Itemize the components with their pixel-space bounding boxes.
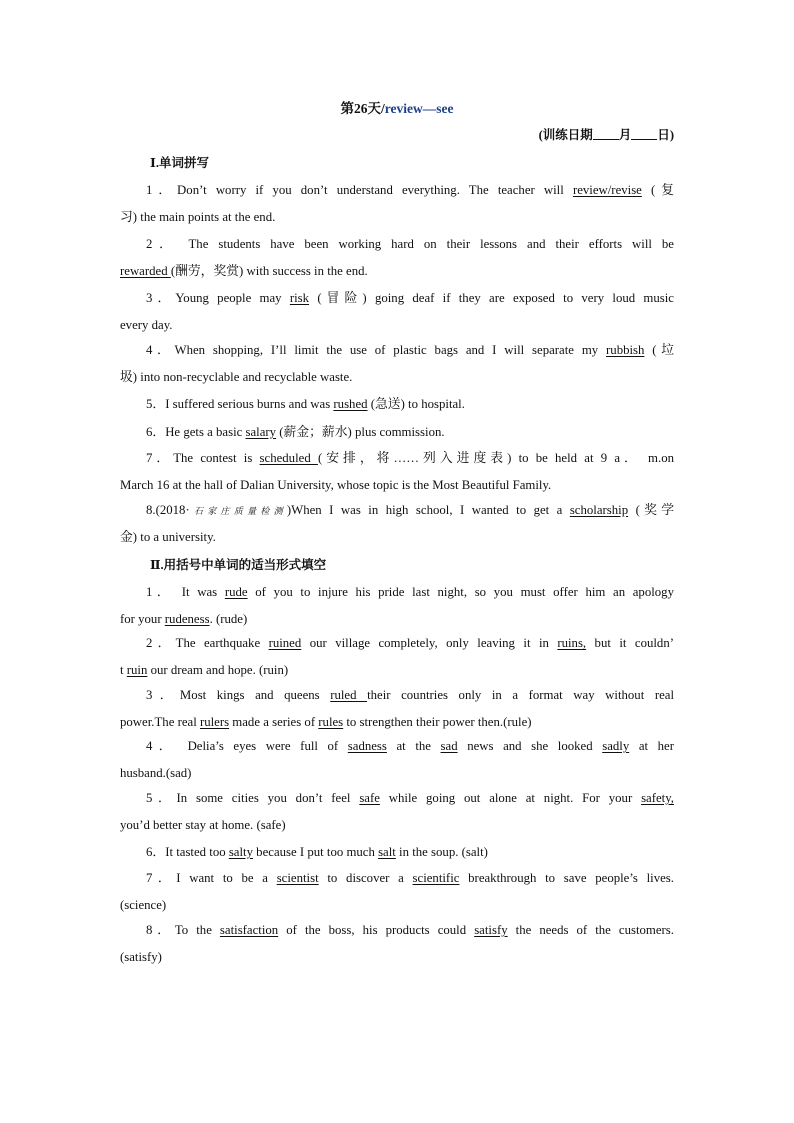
word-form-section-item-7 (120, 865, 674, 918)
page-title (0, 97, 794, 117)
spelling-section-item-7 (120, 445, 674, 498)
text-segment: (奖学 (628, 503, 674, 517)
text-segment: (薪金；薪水) plus commission. (276, 425, 445, 439)
item-line (120, 760, 674, 787)
text-segment: t (120, 662, 127, 677)
item-line (120, 337, 674, 364)
text-segment: to discover a (318, 871, 413, 885)
item-line (120, 785, 674, 812)
answer-word: salary (245, 425, 277, 439)
answer-word: sadness (347, 739, 387, 753)
answer-word: ruined (268, 636, 302, 650)
text-segment: breakthrough to save people’s lives. (459, 871, 674, 885)
answer-word: rulers (199, 714, 230, 729)
answer-word: rules (318, 714, 344, 729)
word-form-section-item-2 (120, 630, 674, 683)
text-segment: 8．To the (146, 923, 220, 937)
item-line (120, 231, 674, 258)
spelling-section-item-8 (120, 497, 674, 550)
item-line (120, 419, 674, 446)
text-segment: power.The real (120, 714, 200, 729)
text-segment: 3．Young people may (146, 291, 290, 305)
text-segment: at her (629, 739, 674, 753)
answer-word: safe (359, 791, 380, 805)
answer-word: review/revise (572, 183, 642, 197)
day-blank[interactable] (631, 127, 657, 140)
text-segment: while going out alone at night. For your (379, 791, 642, 805)
text-segment: 6．He gets a basic (146, 425, 246, 439)
text-segment: in the soup. (salt) (395, 845, 488, 859)
item-line (120, 312, 674, 339)
word-form-section-item-3 (120, 682, 674, 735)
text-segment: (satisfy) (120, 949, 162, 964)
text-segment: husband.(sad) (120, 765, 192, 780)
text-segment: 1． It was (146, 585, 225, 599)
source-note: 石家庄质量检测 (189, 506, 287, 516)
answer-word: scientist (276, 871, 319, 885)
word-form-section-item-6 (120, 839, 674, 866)
text-segment: 2．The earthquake (146, 636, 269, 650)
answer-word: rudeness (164, 611, 210, 626)
item-line (120, 892, 674, 919)
item-line (120, 865, 674, 892)
text-segment: 1．Don’t worry if you don’t understand everything. The teacher will (146, 183, 573, 197)
spelling-section-item-5 (120, 391, 674, 418)
text-segment: 6．It tasted too (146, 845, 229, 859)
text-segment: for your (120, 611, 165, 626)
item-line (120, 709, 674, 736)
answer-word: risk (289, 291, 310, 305)
spelling-section-item-3 (120, 285, 674, 338)
item-line (120, 733, 674, 760)
answer-word: salty (228, 845, 253, 859)
item-line (120, 364, 674, 391)
word-form-section-item-4 (120, 733, 674, 786)
answer-word: scientific (412, 871, 460, 885)
text-segment: their countries only in a format way without real (367, 688, 674, 702)
text-segment: at the (386, 739, 441, 753)
text-segment: 习) the main points at the end. (120, 209, 276, 224)
spelling-section-item-6 (120, 419, 674, 446)
text-segment: (复 (641, 183, 674, 197)
text-segment: (酬劳，奖赏) with success in the end. (170, 263, 368, 278)
text-segment: the needs of the customers. (507, 923, 674, 937)
item-line (120, 812, 674, 839)
text-segment: (急送) to hospital. (367, 397, 465, 411)
text-segment: our dream and hope. (ruin) (147, 662, 289, 677)
item-line (120, 606, 674, 633)
title-english: review—see (384, 101, 454, 116)
text-segment: 5．I suffered serious burns and was (146, 397, 334, 411)
item-line (120, 445, 674, 472)
text-segment: of you to injure his pride last night, so you must offer him an apology (247, 585, 674, 599)
spelling-section-item-2 (120, 231, 674, 284)
word-form-section-item-1 (120, 579, 674, 632)
training-date (539, 125, 674, 143)
text-segment: but it couldn’ (586, 636, 674, 650)
item-line (120, 472, 674, 499)
text-segment: (science) (120, 897, 167, 912)
item-line (120, 630, 674, 657)
answer-word: rewarded (120, 263, 171, 278)
text-segment: 8.(2018· (146, 503, 190, 517)
item-line (120, 944, 674, 971)
text-segment: . (rude) (209, 611, 248, 626)
answer-word: ruled (330, 688, 368, 702)
title-chinese: 第26天/ (340, 101, 385, 116)
text-segment: of the boss, his products could (278, 923, 475, 937)
text-segment: 7．The contest is (146, 451, 260, 465)
item-line (120, 391, 674, 418)
text-segment: 4．When shopping, I’ll limit the use of plastic bags and I will separate my (146, 343, 607, 357)
text-segment: 3．Most kings and queens (146, 688, 331, 702)
month-label: 月 (618, 128, 632, 142)
text-segment: news and she looked (457, 739, 603, 753)
text-segment: (垃 (644, 343, 674, 357)
text-segment: 7．I want to be a (146, 871, 277, 885)
answer-word: ruin (126, 662, 148, 677)
text-segment: (安排，将……列入进度表) to be held at 9 a． m.on (317, 451, 674, 465)
day-label: 日) (657, 128, 674, 142)
text-segment: our village completely, only leaving it in (301, 636, 558, 650)
answer-word: rubbish (606, 343, 645, 357)
text-segment: (冒险) going deaf if they are exposed to very loud music (309, 291, 674, 305)
item-line (120, 524, 674, 551)
text-segment: 圾) into non-recyclable and recyclable waste. (120, 369, 353, 384)
item-line (120, 579, 674, 606)
date-label: (训练日期 (538, 128, 593, 142)
item-line (120, 917, 674, 944)
item-line (120, 177, 674, 204)
item-line (120, 204, 674, 231)
spelling-section-item-1 (120, 177, 674, 230)
text-segment: 4． Delia’s eyes were full of (146, 739, 348, 753)
word-form-section-item-5 (120, 785, 674, 838)
month-blank[interactable] (593, 127, 619, 140)
item-line (120, 682, 674, 709)
answer-word: satisfaction (219, 923, 279, 937)
text-segment: )When I was in high school, I wanted to get a (286, 503, 570, 517)
answer-word: scholarship (569, 503, 629, 517)
word-form-section-heading: Ⅱ.用括号中单词的适当形式填空 (150, 558, 327, 572)
text-segment: 金) to a university. (120, 529, 216, 544)
text-segment: March 16 at the hall of Dalian University, whose topic is the Most Beautiful Family. (120, 477, 552, 492)
answer-word: sad (440, 739, 458, 753)
item-line (120, 285, 674, 312)
answer-word: salt (378, 845, 396, 859)
word-form-section-item-8 (120, 917, 674, 970)
text-segment: every day. (120, 317, 173, 332)
spelling-section-heading: Ⅰ.单词拼写 (150, 156, 209, 170)
answer-word: rushed (333, 397, 368, 411)
text-segment: you’d better stay at home. (safe) (120, 817, 286, 832)
answer-word: sadly (602, 739, 630, 753)
item-line (120, 839, 674, 866)
item-line (120, 657, 674, 684)
text-segment: 2． The students have been working hard on their lessons and their efforts will be (146, 237, 674, 251)
answer-word: rude (224, 585, 248, 599)
answer-word: scheduled (259, 451, 318, 465)
spelling-section-item-4 (120, 337, 674, 390)
answer-word: ruins, (557, 636, 587, 650)
text-segment: because I put too much (252, 845, 379, 859)
item-line (120, 258, 674, 285)
text-segment: to strengthen their power then.(rule) (343, 714, 532, 729)
text-segment: 5．In some cities you don’t feel (146, 791, 360, 805)
answer-word: satisfy (474, 923, 508, 937)
text-segment: made a series of (229, 714, 319, 729)
item-line (120, 497, 674, 524)
answer-word: safety, (641, 791, 674, 805)
